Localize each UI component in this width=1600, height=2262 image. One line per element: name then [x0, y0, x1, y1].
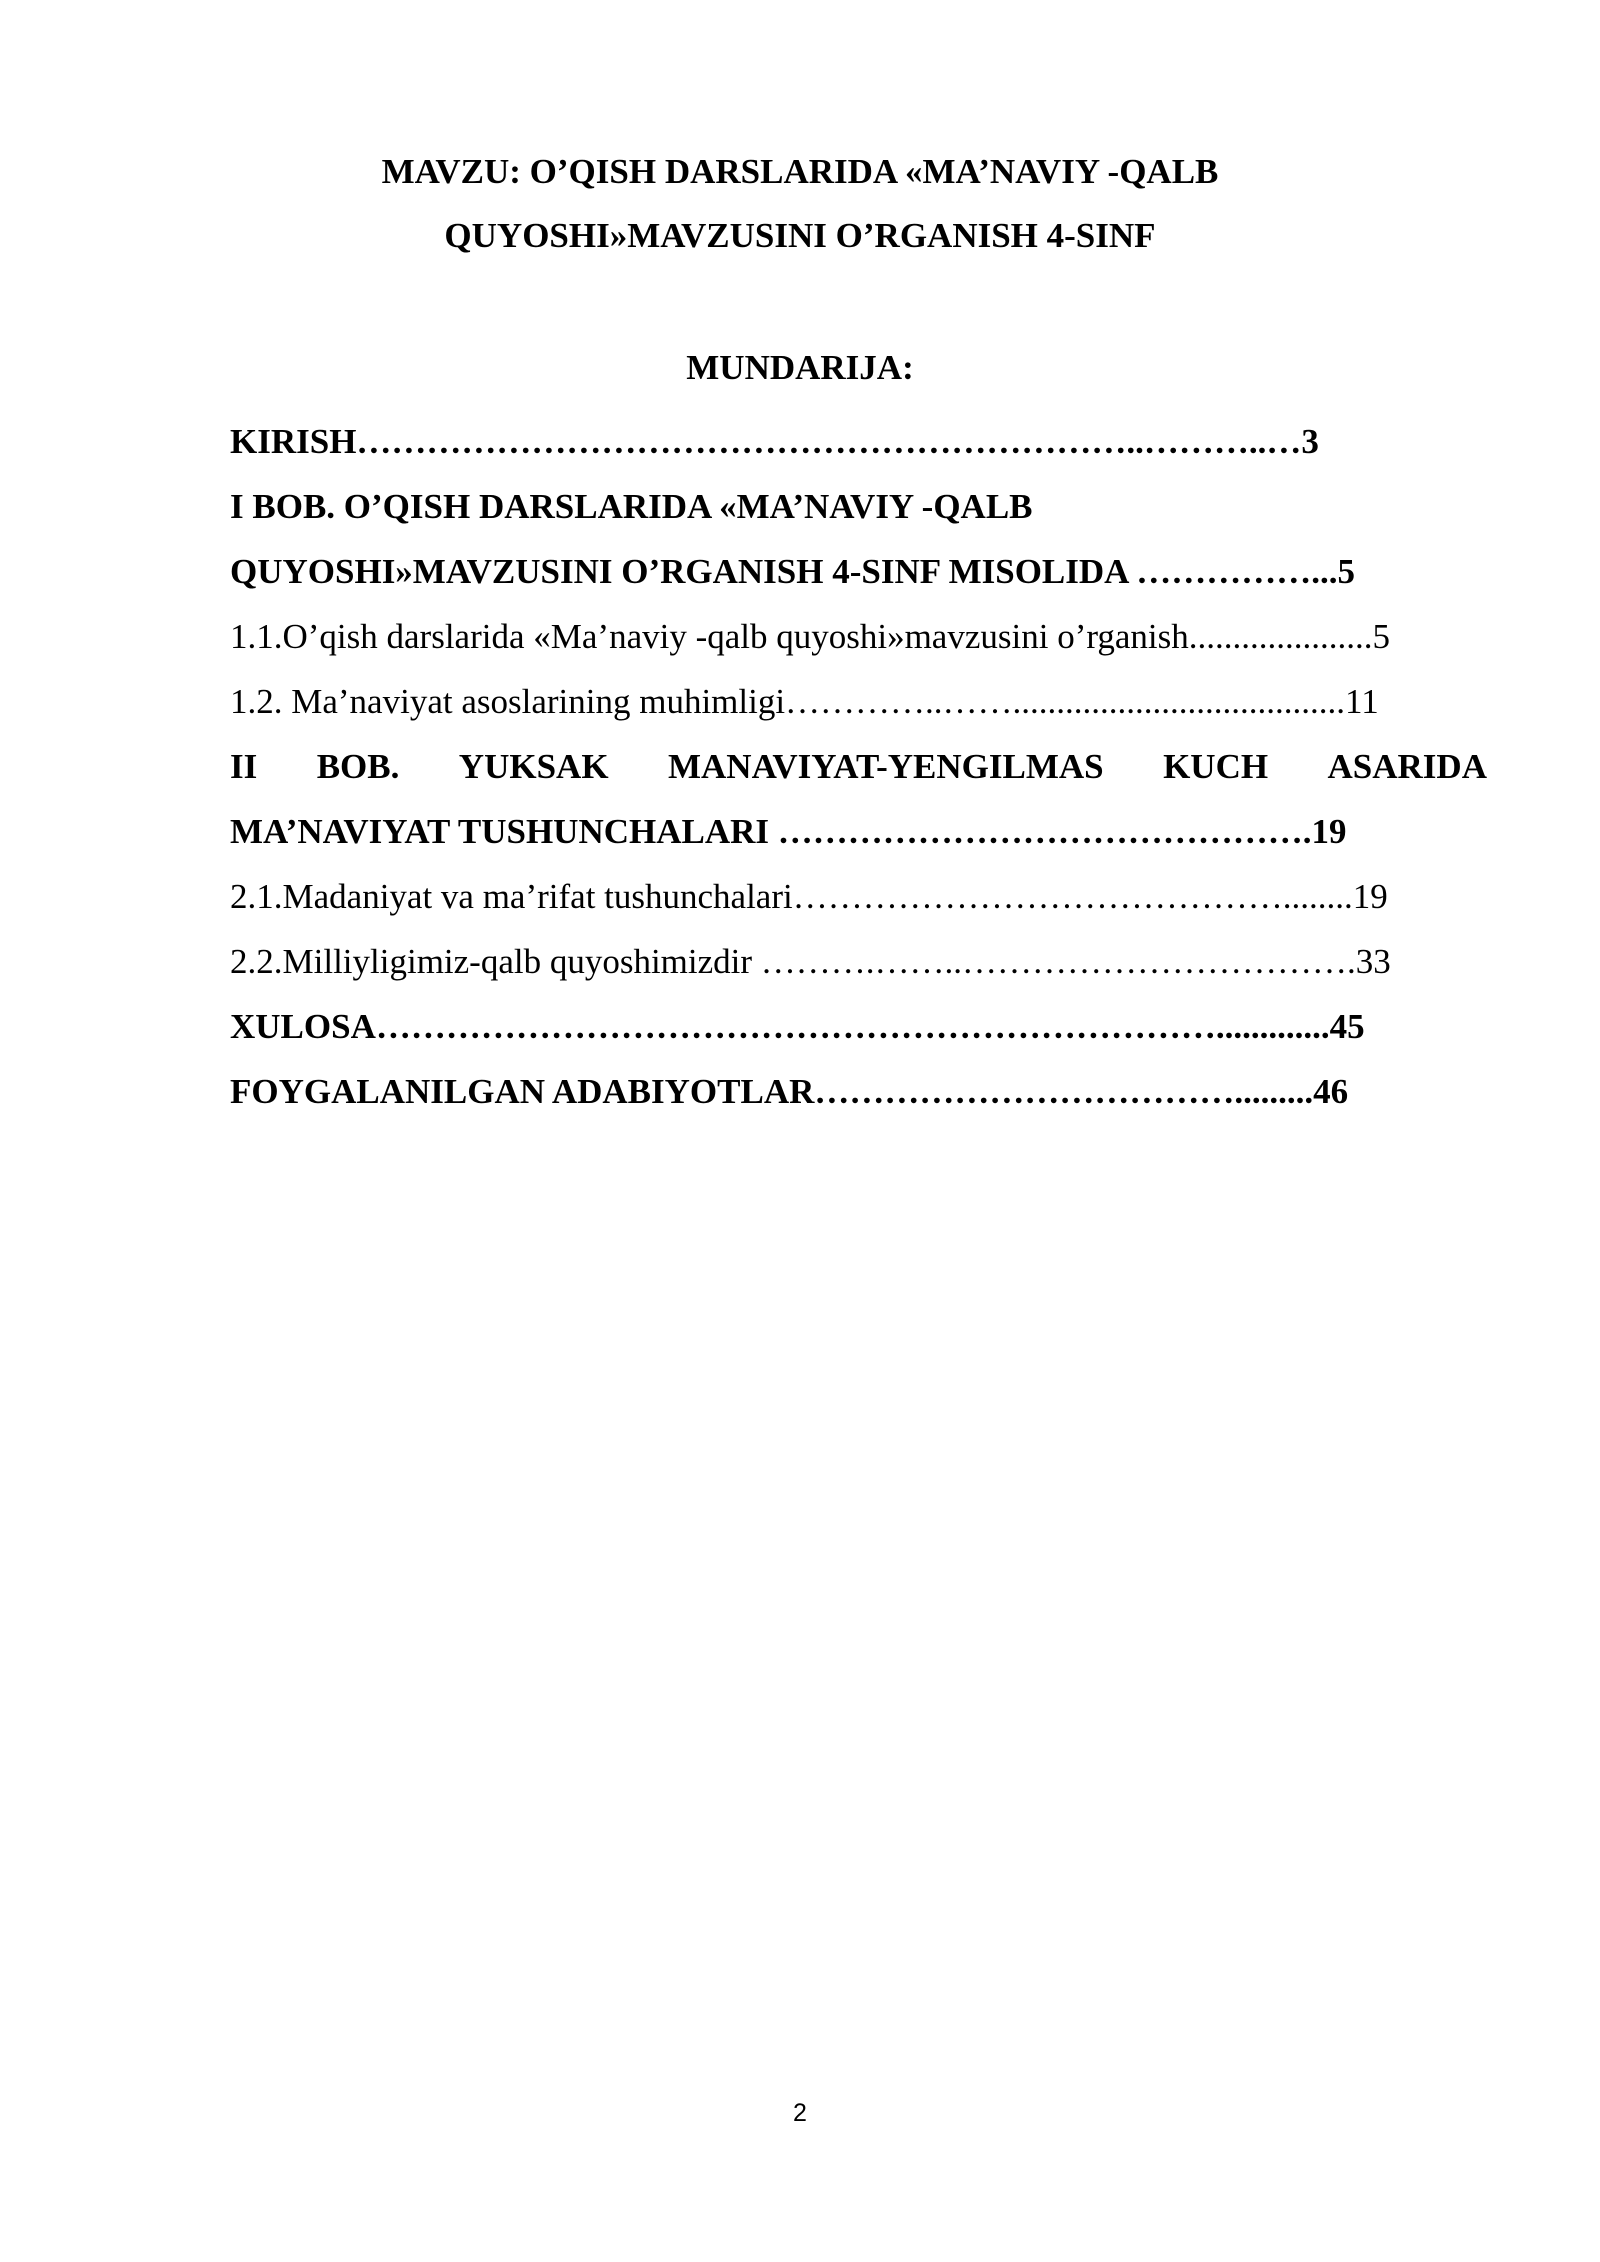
toc-entry-kirish: KIRISH…………………………………………………………..………..…3 [230, 422, 1319, 461]
toc-word: KUCH [1163, 747, 1269, 786]
toc-heading: MUNDARIJA: [686, 348, 914, 387]
toc-entry-section-1-2: 1.2. Ma’naviyat asoslarining muhimligi…………..……......................................11 [230, 682, 1379, 721]
toc-word: BOB. [316, 747, 400, 786]
toc-word: YUKSAK [458, 747, 609, 786]
toc-entry-chapter-1-line-2: QUYOSHI»MAVZUSINI O’RGANISH 4-SINF MISOLIDA ……………...5 [230, 552, 1356, 591]
toc-entry-adabiyotlar: FOYGALANILGAN ADABIYOTLAR……………………………….........46 [230, 1072, 1349, 1111]
toc-entry-xulosa: XULOSA……………………………………………………………….............45 [230, 1007, 1365, 1046]
toc-entry-chapter-2-line-1 [230, 734, 1487, 799]
toc-word: MANAVIYAT-YENGILMAS [667, 747, 1104, 786]
toc-entry-section-2-2: 2.2.Milliyligimiz-qalb quyoshimizdir ……….……..…………………………….33 [230, 942, 1391, 981]
toc-word: ASARIDA [1327, 747, 1487, 786]
toc-entry-section-2-1: 2.1.Madaniyat va ma’rifat tushunchalari……………………………………........19 [230, 877, 1388, 916]
toc-word: II [230, 747, 258, 786]
page-number: 2 [793, 2099, 807, 2127]
document-title-line-1: MAVZU: O’QISH DARSLARIDA «MA’NAVIY -QALB [381, 152, 1219, 191]
toc-entry-chapter-2-line-2: MA’NAVIYAT TUSHUNCHALARI ……………………………………….19 [230, 812, 1347, 851]
document-title-line-2: QUYOSHI»MAVZUSINI O’RGANISH 4-SINF [444, 216, 1156, 255]
toc-entry-chapter-1-line-1: I BOB. O’QISH DARSLARIDA «MA’NAVIY -QALB [230, 487, 1033, 526]
toc-entry-section-1-1: 1.1.O’qish darslarida «Ma’naviy -qalb quyoshi»mavzusini o’rganish.....................5 [230, 617, 1391, 656]
table-of-contents [230, 409, 1487, 1124]
